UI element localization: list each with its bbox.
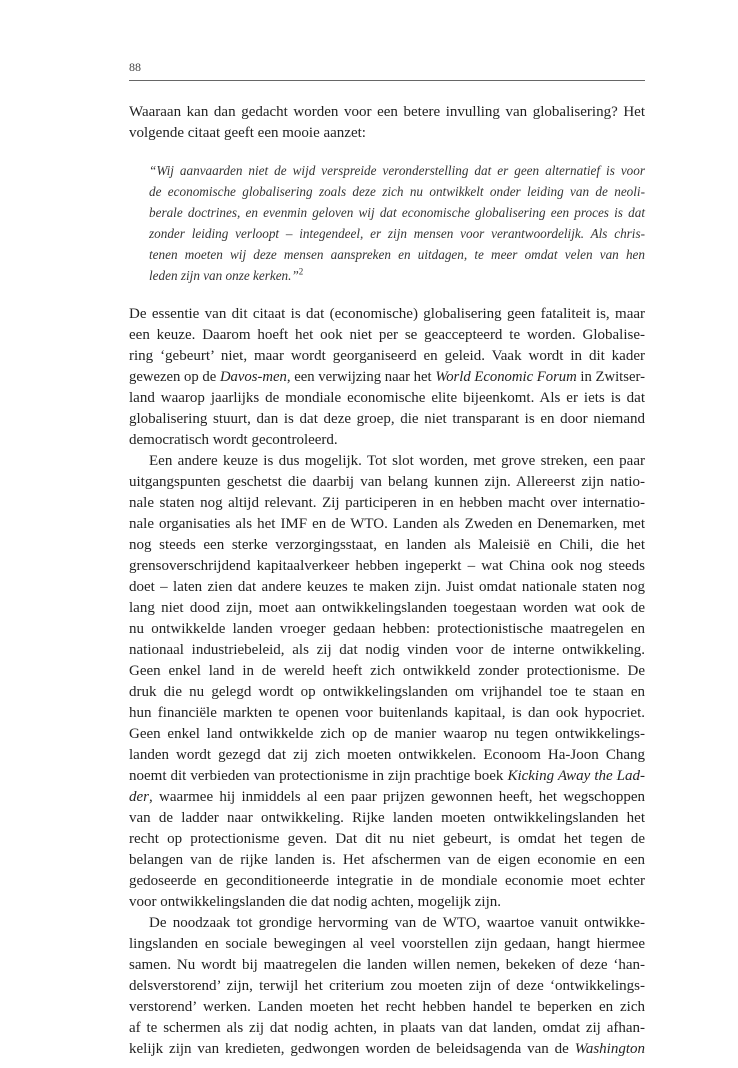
text-line: globalisering stuurt, dan is dat deze groep, die niet transparant is en door niemand [129, 411, 645, 427]
text-line: nog steeds een sterke verzorgingsstaat, en landen als Maleisië en Chili, die het [129, 537, 645, 553]
text-line: hun financiële markten te openen voor buitenlands kapitaal, is dan ook hypocriet. [129, 705, 645, 721]
text-line: doet – laten zien dat andere keuzes te maken zijn. Juist omdat nationale staten nog [129, 579, 645, 595]
text-line-book-cont [129, 787, 645, 808]
washington-term: Washington [574, 1041, 645, 1057]
text-line: Geen enkel land in de wereld heeft zich ontwikkeld zonder protectionisme. De [129, 663, 645, 679]
text-line: democratisch wordt gecontroleerd. [129, 432, 338, 448]
intro-paragraph [129, 102, 645, 144]
text-line: verstorend’ werken. Landen moeten het recht hebben handel te beperken en zich [129, 999, 645, 1015]
quote-line-last [149, 265, 645, 286]
world-economic-forum-term: World Economic Forum [435, 369, 577, 385]
quote-line: berale doctrines, en evenmin geloven wij dat economische globalisering een proces is dat [149, 205, 645, 220]
text-segment: , een verwijzing naar het [286, 369, 436, 385]
text-line: uitgangspunten geschetst die daarbij van belang kunnen zijn. Allereerst zijn natio- [129, 474, 645, 490]
text-segment: kelijk zijn van kredieten, gedwongen worden de beleidsagenda van de [129, 1041, 575, 1057]
book-title: Kicking Away the Lad- [507, 768, 645, 784]
text-line: volgende citaat geeft een mooie aanzet: [129, 125, 366, 141]
page-number: 88 [129, 60, 141, 74]
quote-line: zonder leiding verloopt – integendeel, er zijn mensen voor verantwoordelijk. Als chris- [149, 226, 645, 241]
text-segment: in Zwitser- [576, 369, 645, 385]
text-line: ring ‘gebeurt’ niet, maar wordt georganiseerd en geleid. Vaak wordt in dit kader [129, 348, 645, 364]
text-line: delsverstorend’ zijn, terwijl het criterium zou moeten zijn of deze ‘ontwikkelings- [129, 978, 645, 994]
text-segment: noemt dit verbieden van protectionisme in zijn prachtige boek [129, 768, 508, 784]
davos-men-term: Davos-men [219, 369, 287, 385]
block-quote [149, 160, 645, 286]
text-line: De noodzaak tot grondige hervorming van de WTO, waartoe vanuit ontwikke- [149, 915, 645, 931]
paragraph-1 [129, 304, 645, 451]
book-title-cont: der [129, 789, 149, 805]
text-line: land waarop jaarlijks de mondiale economische elite bijeenkomt. Als er iets is dat [129, 390, 645, 406]
text-line: nationaal industriebeleid, als zij dat nodig vinden voor de interne ontwikkeling. [129, 642, 645, 658]
text-line: samen. Nu wordt bij maatregelen die landen willen nemen, bekeken of deze ‘han- [129, 957, 645, 973]
text-line-washington [129, 1039, 645, 1060]
text-line: lang niet dood zijn, moet aan ontwikkelingslanden toegestaan worden wat ook de [129, 600, 645, 616]
text-line: Een andere keuze is dus mogelijk. Tot slot worden, met grove streken, een paar [149, 453, 645, 469]
text-line: recht op protectionisme geven. Dat dit nu niet gebeurt, is omdat het tegen de [129, 831, 645, 847]
text-line: af te schermen als zij dat nodig achten, in plaats van dat landen, omdat zij afhan- [129, 1020, 645, 1036]
text-line: van de ladder naar ontwikkeling. Rijke landen moeten ontwikkelingslanden het [129, 810, 645, 826]
paragraph-2 [129, 451, 645, 913]
quote-line: “Wij aanvaarden niet de wijd verspreide veronderstelling dat er geen alternatief is voor [149, 163, 645, 178]
quote-line: tenen moeten wij deze mensen aanspreken en uitdagen, te meer omdat velen van hen [149, 247, 645, 262]
text-line: Geen enkel land ontwikkelde zich op de manier waarop nu tegen ontwikkelings- [129, 726, 645, 742]
header-rule [129, 80, 645, 81]
text-line: een keuze. Daarom hoeft het ook niet per se geaccepteerd te worden. Globalise- [129, 327, 645, 343]
quote-text: leden zijn van onze kerken.” [149, 268, 299, 283]
text-line-book [129, 766, 645, 787]
text-line: landen wordt gezegd dat zij zich moeten ontwikkelen. Econoom Ha-Joon Chang [129, 747, 645, 763]
text-line: lingslanden en sociale bewegingen al veel voorstellen zijn gedaan, hangt hiermee [129, 936, 645, 952]
text-line: nu ontwikkelde landen vroeger gedaan hebben: protectionistische maatregelen en [129, 621, 645, 637]
text-line: belangen van de rijke landen is. Het afschermen van de eigen economie en een [129, 852, 645, 868]
text-line: grensoverschrijdend kapitaalverkeer hebben ingeperkt – wat China ook nog steeds [129, 558, 645, 574]
text-line-davos [129, 367, 645, 388]
text-line: Waaraan kan dan gedacht worden voor een betere invulling van globalisering? Het [129, 104, 645, 120]
text-segment: , waarmee hij inmiddels al een paar prijzen gewonnen heeft, het wegschoppen [149, 789, 645, 805]
text-line: nale staten nog altijd relevant. Zij participeren in en hebben macht over internatio- [129, 495, 645, 511]
footnote-marker: 2 [298, 266, 304, 277]
text-line: De essentie van dit citaat is dat (economische) globalisering geen fataliteit is, maar [129, 306, 645, 322]
paragraph-3 [129, 913, 645, 1060]
text-segment: gewezen op de [129, 369, 220, 385]
text-line: gedoseerde en geconditioneerde integratie in de mondiale economie moet echter [129, 873, 645, 889]
page-body [129, 102, 645, 1060]
text-line: nale organisaties als het IMF en de WTO. Landen als Zweden en Denemarken, met [129, 516, 645, 532]
quote-line: de economische globalisering zoals deze zich nu ontwikkelt onder leiding van de neoli- [149, 184, 645, 199]
text-line: voor ontwikkelingslanden die dat nodig achten, mogelijk zijn. [129, 894, 502, 910]
text-line: druk die nu gelegd wordt op ontwikkelingslanden om vrijhandel toe te staan en [129, 684, 645, 700]
